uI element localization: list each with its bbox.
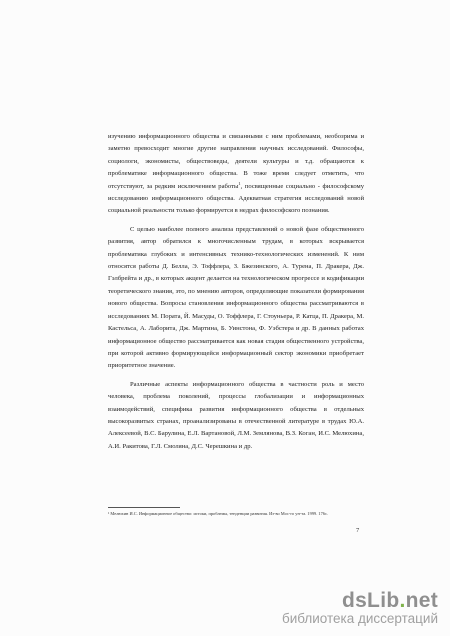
footnote-reference: 1 — [238, 180, 241, 186]
watermark — [282, 589, 438, 626]
logo-main-text: dsLib — [341, 589, 400, 612]
logo-tld: net — [405, 589, 438, 612]
paragraph-1-continued: , посвященные социально - философскому исследованию информационного общества. Адекватная стратегия исследований новой социальной реальности только формируется в недрах философского познания. — [108, 182, 364, 215]
logo-dot: . — [399, 589, 406, 612]
paragraph-1 — [108, 131, 364, 218]
footnote-divider — [108, 507, 180, 508]
page-number: 7 — [356, 527, 360, 534]
footnote: ¹ Мелюхин И.С. Информационное общество: истоки, проблемы, тенденции развития. Из-во Мос-го ун-та. 1999. 176с. — [108, 511, 329, 516]
watermark-logo — [342, 589, 438, 613]
paragraph-1-text: изучению информационного общества и связанными с ним проблемами, необозрима и заметно превосходит многие другие направления научных исследований. Философы, социологи, экономисты, обществоведы, деятели культуры и т.д. обращаются к проблематике информационного общества. В тоже время следует отметить, что отсутствуют, за редким исключением работы — [108, 133, 364, 190]
paragraph-2: С целью наиболее полного анализа представлений о новой фазе общественного развития, автор обратился к многочисленным трудам, в которых вскрывается проблематика глубоких и интенсивных технико-технологических изменений. К ним относятся работы Д. Белла, Э. Тоффлера, З. Бжезинского, А. Турена, П. Дракера, Дж. Гэлбрейта и др., в которых акцент делается на технологическом прогрессе и кодификации теоретического знания, это, по мнению авторов, определяющие показатели формирования нового общества. Вопросы становления информационного общества рассматриваются в исследованиях М. Пората, Й. Масуды, О. Тоффлера, Г. Стоуньера, Р. Катца, П. Дракера, М. Кастельса, А. Лаборита, Дж. Мартина, Б. Уинстона, Ф. Уэбстера и др. В данных работах информационное общество рассматривается как новая стадия общественного устройства, при которой активно формирующейся информационный сектор экономики приобретает приоритетное значение. — [108, 225, 364, 370]
main-text — [108, 131, 364, 453]
watermark-logo-row — [282, 589, 438, 613]
watermark-subtitle: библиотека диссертаций — [281, 611, 438, 626]
paragraph-3: Различные аспекты информационного общества в частности роль и место человека, проблема поколений, процессы глобализации и информационных взаимодействий, специфика развития информационного общества в отдельных высокоразвитых странах, проанализированы в отечественной литературе в трудах Ю.А. Алексеевой, В.С. Барулина, Е.Л. Вартановой, Л.М. Землянова, В.З. Коган, И.С. Мелюхина, А.И. Ракитова, Г.Л. Смоляна, Д.С. Черешкина и др. — [108, 380, 364, 450]
